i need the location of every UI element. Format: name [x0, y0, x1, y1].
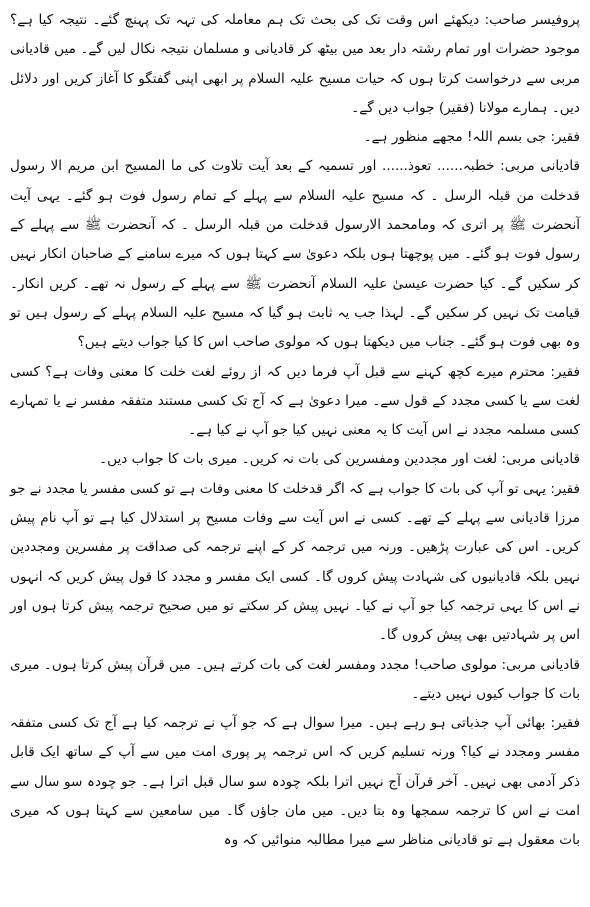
paragraph-qadiani-quran: قادیانی مربی: مولوی صاحب! مجدد ومفسر لغت کی بات کرتے ہیں۔ میں قرآن پیش کرتا ہوں۔ میری بات کا جواب کیوں نہیں دیتے۔ [10, 656, 580, 702]
paragraph-faqir-question: فقیر: محترم میرے کچھ کہنے سے قبل آپ فرما دیں کہ از روئے لغت خلت کا معنی وفات ہے؟ کسی لغت سے یا کسی مجدد کے قول سے۔ میرا دعویٰ ہے کہ آج تک کسی مستند متفقہ مفسر نے یا تمہارے کسی مسلمہ مجدد نے اس آیت کا یہ معنی نہیں کیا جو آپ نے کیا ہے۔ [10, 363, 580, 439]
paragraph-faqir-answer: فقیر: یہی تو آپ کی بات کا جواب ہے کہ اگر قدخلت کا معنی وفات ہے تو کسی مفسر یا مجدد نے جو مرزا قادیانی سے پہلے کے تھے۔ کسی نے اس آیت سے وفات مسیح پر استدلال کیا ہے تو آپ نام پیش کریں۔ اس کی عبارت پڑھیں۔ ورنہ میں ترجمہ کر کے اپنے ترجمہ کی صداقت پر مفسرین ومجددین نہیں بلکہ قادیانیوں کی شہادت پیش کروں گا۔ کسی ایک مفسر و مجدد کا قول پیش کریں کہ انہوں نے اس کا یہی ترجمہ کیا جو آپ نے کیا۔ نہیں پیش کر سکتے تو میں صحیح ترجمہ پیش کرتا ہوں اور اس پر شہادتیں بھی پیش کروں گا۔ [10, 480, 580, 644]
paragraph-qadiani-argument: قادیانی مربی: خطبہ...... تعوذ...... اور تسمیہ کے بعد آیت تلاوت کی ما المسیح ابن مریم الا رسول قدخلت من قبلہ الرسل ۔ کہ مسیح علیہ السلام سے پہلے کے تمام رسول فوت ہو گئے۔ یہی آیت آنحضرت ﷺ پر اتری کہ ومامحمد الارسول قدخلت من قبلہ الرسل ۔ کہ آنحضرت ﷺ سے پہلے کے رسول فوت ہو گئے۔ میں پوچھتا ہوں بلکہ دعویٰ سے کہتا ہوں کہ میرے سامنے کے صاحبان انکار نہیں کر سکیں گے۔ کیا حضرت عیسیٰ علیہ السلام آنحضرت ﷺ سے پہلے کے رسول نہ تھے۔ کریں انکار۔ قیامت تک نہیں کر سکیں گے۔ لہذا جب یہ ثابت ہو گیا کہ مسیح علیہ السلام پہلے کے رسول ہیں تو وہ بھی فوت ہو گئے۔ جناب میں دیکھتا ہوں کہ مولوی صاحب اس کا کیا جواب دیتے ہیں؟ [10, 158, 580, 351]
paragraph-qadiani-reply: قادیانی مربی: لغت اور مجددین ومفسرین کی بات نہ کریں۔ میری بات کا جواب دیں۔ [99, 451, 580, 468]
paragraph-faqir-challenge: فقیر: بھائی آپ جذباتی ہو رہے ہیں۔ میرا سوال ہے کہ جو آپ نے ترجمہ کیا ہے آج تک کسی متفقہ مفسر ومجدد نے کیا؟ ورنہ تسلیم کریں کہ اس ترجمہ پر پوری امت میں سے آپ کے ساتھ ایک قابل ذکر آدمی بھی نہیں۔ آخر قرآن آج نہیں اترا بلکہ چودہ سو سال قبل اترا ہے۔ جو چودہ سو سال سے امت نے اس کا ترجمہ سمجھا وہ بتا دیں۔ میں مان جاؤں گا۔ میں سامعین سے کہتا ہوں کہ میری بات معقول ہے تو قادیانی مناظر سے میرا مطالبہ منوائیں کہ وہ [10, 715, 580, 849]
paragraph-professor-intro: پروفیسر صاحب: دیکھئے اس وقت تک کی بحث تک ہم معاملہ کی تہہ تک پہنچ گئے۔ نتیجہ کیا ہے؟ موجود حضرات اور تمام رشتہ دار بعد میں بیٹھ کر قادیانی و مسلمان نتیجہ نکال لیں گے۔ میں قادیانی مربی سے درخواست کرتا ہوں کہ حیات مسیح علیہ السلام پر ابھی اپنی گفتگو کا آغاز کریں اور دلائل دیں۔ ہمارے مولانا (فقیر) جواب دیں گے۔ [10, 12, 580, 116]
paragraph-faqir-accepts: فقیر: جی بسم اللہ! مجھے منظور ہے۔ [363, 129, 580, 146]
